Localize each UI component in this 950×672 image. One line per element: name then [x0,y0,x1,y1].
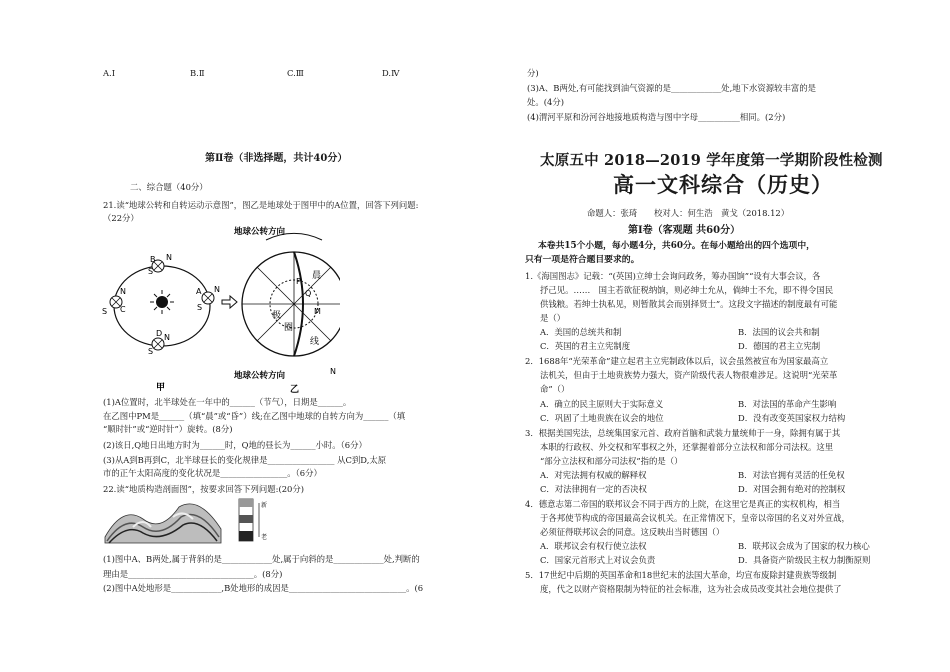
q21-1: (1)A位置时，北半球处在一年中的______（节气），日期是______。 [103,397,352,407]
q1-line2: 抒己见。…… 国主若欲征税纳饷，则必绅士允从，倘绅士不允，即不得令国民 [540,285,834,295]
q2-option-d: D．没有改变英国家权力结构 [738,413,846,423]
q5-line2: 度，代之以财产资格限制为特征的社会标准，这为社会成员改变其社会地位提供了 [540,584,842,594]
label-s-2: S [197,303,203,312]
terrain-surface [105,504,221,543]
q1-option-d: D．德国的君主立宪制 [738,341,821,351]
q3-option-c: C．对法律拥有一定的否决权 [540,484,647,494]
part1-title: 第Ⅰ卷（客观题 共60分） [628,225,741,236]
label-m: M [314,307,321,316]
intro-line1: 本卷共15个小题，每小题4分，共60分。在每小题给出的四个选项中， [538,241,815,251]
q4-line1: 4．德意志第二帝国的联邦议会不同于西方的上院，在这里它是真正的实权机构，相当 [525,499,841,509]
sun-icon [156,296,168,308]
q2-line1: 2．1688年“光荣革命”建立起君主立宪制政体以后，议会虽然被宣布为国家最高立 [525,356,829,366]
label-p: P [296,277,301,286]
q1-option-a: A．美国的总统共和制 [540,327,622,337]
label-b: B [150,255,156,264]
q21-stem: 21.读“地球公转和自转运动示意图”，图乙是地球处于图甲中的A位置，回答下列问题: [103,200,419,210]
q3-line3: “部分立法权和部分司法权”指的是（） [540,456,683,466]
q4-option-a: A．联邦议会有权行使立法权 [540,541,647,551]
label-c: C [120,305,126,314]
arrow-right-icon [222,296,237,308]
q1-line4: 是（） [540,313,566,323]
q2-option-b: B．对法国的革命产生影响 [738,399,837,409]
q2-option-c: C．巩固了土地贵族在议会的地位 [540,413,664,423]
q3-line2: 本职的行政权、外交权和军事权之外，还掌握着部分立法权和部分司法权。这里 [540,442,834,452]
q4-line2: 于各邦使节构成的帝国最高会议机关。在正常情况下，皇帝以帝国的名义对外宣战， [540,513,850,523]
label-quan: 圈 [284,323,294,333]
option-b: B.Ⅱ [190,68,205,78]
q2-line2: 法机关，但由于土地贵族势力强大，资产阶级代表人物很难涉足。这说明“光荣革 [540,370,838,380]
label-xian: 线 [310,337,320,347]
right-column [480,0,950,672]
q1-option-b: B．法国的议会共和制 [738,327,820,337]
section-title: 二、综合题（40分） [130,182,208,192]
legend-old: 老 [261,534,268,541]
q3-option-d: D．对国会拥有绝对的控制权 [738,484,846,494]
option-a: A.Ⅰ [103,68,116,78]
cont-1: 分) [527,68,539,78]
label-s-4: S [148,347,154,356]
q21-1b: 在乙图中PM是______（填“晨”或“昏”）线;在乙图中地球的自转方向为______（填 [103,411,406,421]
q21-1c: “顺时针”或“逆时针”）旋转。(8分) [103,424,233,434]
q22-1b: 理由是______________________________。(8分) [103,569,283,579]
q22-stem: 22.读“地质构造剖面图”，按要求回答下列问题:(20分) [103,484,305,494]
q4-option-c: C．国家元首形式上对议会负责 [540,555,656,565]
label-d: D [156,329,163,338]
label-s-1: S [148,267,154,276]
q1-option-c: C．英国的君主立宪制度 [540,341,631,351]
earth-revolution-figure [100,222,340,394]
label-a: A [196,287,202,296]
q22-2: (2)图中A处地形是____________,B处地形的成因是____________________________。(6 [103,583,424,593]
subject-title: 高一文科综合（历史） [613,172,833,197]
q21-3: (3)从A到B再到C，北半球昼长的变化规律是________________ 从C到D,太原 [103,455,387,465]
label-jia: 甲 [156,383,166,393]
label-n-4: N [164,333,170,342]
label-chen: 晨 [312,271,322,281]
q5-line1: 5．17世纪中后期的英国革命和18世纪末的法国大革命，均宣布废除封建贵族等级制 [525,570,837,580]
label-n-3: N [120,287,126,296]
q1-line1: 1.《海国图志》记载：“(英国)立绅士会询问政务，筹办国饷”“设有大事会议，各 [525,271,821,281]
label-n-2: N [214,285,220,294]
q3-option-a: A．对宪法拥有权威的解释权 [540,470,647,480]
label-s-3: S [102,307,108,316]
q4-line3: 必须征得联邦议会的同意。这反映出当时德国（） [540,527,725,537]
q1-line3: 供钱粮。若绅士执私见，则暂散其会而别择贤士”。这段文字描述的制度最有可能 [540,299,838,309]
exam-title: 太原五中 2018—2019 学年度第一学期阶段性检测 [540,152,883,169]
q3-line1: 3．根据美国宪法，总统集国家元首、政府首脑和武装力量统帅于一身，除拥有属于其 [525,428,841,438]
cont-3: 处。(4分) [527,97,564,107]
q4-option-b: B．联邦议会成为了国家的权力核心 [738,541,870,551]
q21-2: (2)该日,Q地日出地方时为______时，Q地的昼长为______小时。（6分） [103,440,367,450]
label-q: Q [305,289,312,298]
label-yi: 乙 [290,385,300,394]
q2-option-a: A．确立的民主原则大于实际意义 [540,399,664,409]
q21-score: （22分） [103,213,139,223]
cont-4: (4)渭河平原和汾河谷地接地质构造与图中字母__________相同。(2分) [527,112,786,122]
meta-line: 命题人：张琦 校对人：何生浩 黄戈（2018.12） [587,208,790,218]
q2-line3: 命”（） [540,384,570,394]
intro-line2: 只有一项是符合题目要求的。 [525,255,640,265]
label-rotation-top: 地球公转方向 [234,227,286,237]
legend-new: 新 [261,502,268,509]
option-c: C.Ⅲ [287,68,304,78]
part2-title: 第Ⅱ卷（非选择题，共计40分） [205,153,348,164]
q21-3b: 市的正午太阳高度的变化状况是________________。（6分） [103,468,322,478]
label-ji: 极 [272,311,282,321]
label-n-1: N [166,253,172,262]
q22-1: (1)图中A、B两处,属于背斜的是____________处,属于向斜的是____________处,判断的 [103,554,420,564]
cont-2: (3)A、B两处,有可能找到油气资源的是____________处,地下水资源较丰富的是 [527,83,817,93]
label-rotation-bottom: 地球公转方向 [234,371,286,381]
q4-option-d: D．具备资产阶级民主权力制衡原则 [738,555,871,565]
q3-option-b: B．对法官拥有灵活的任免权 [738,470,845,480]
geologic-section-figure [103,497,283,547]
option-d: D.Ⅳ [382,68,400,78]
label-n-5: N [330,367,336,376]
